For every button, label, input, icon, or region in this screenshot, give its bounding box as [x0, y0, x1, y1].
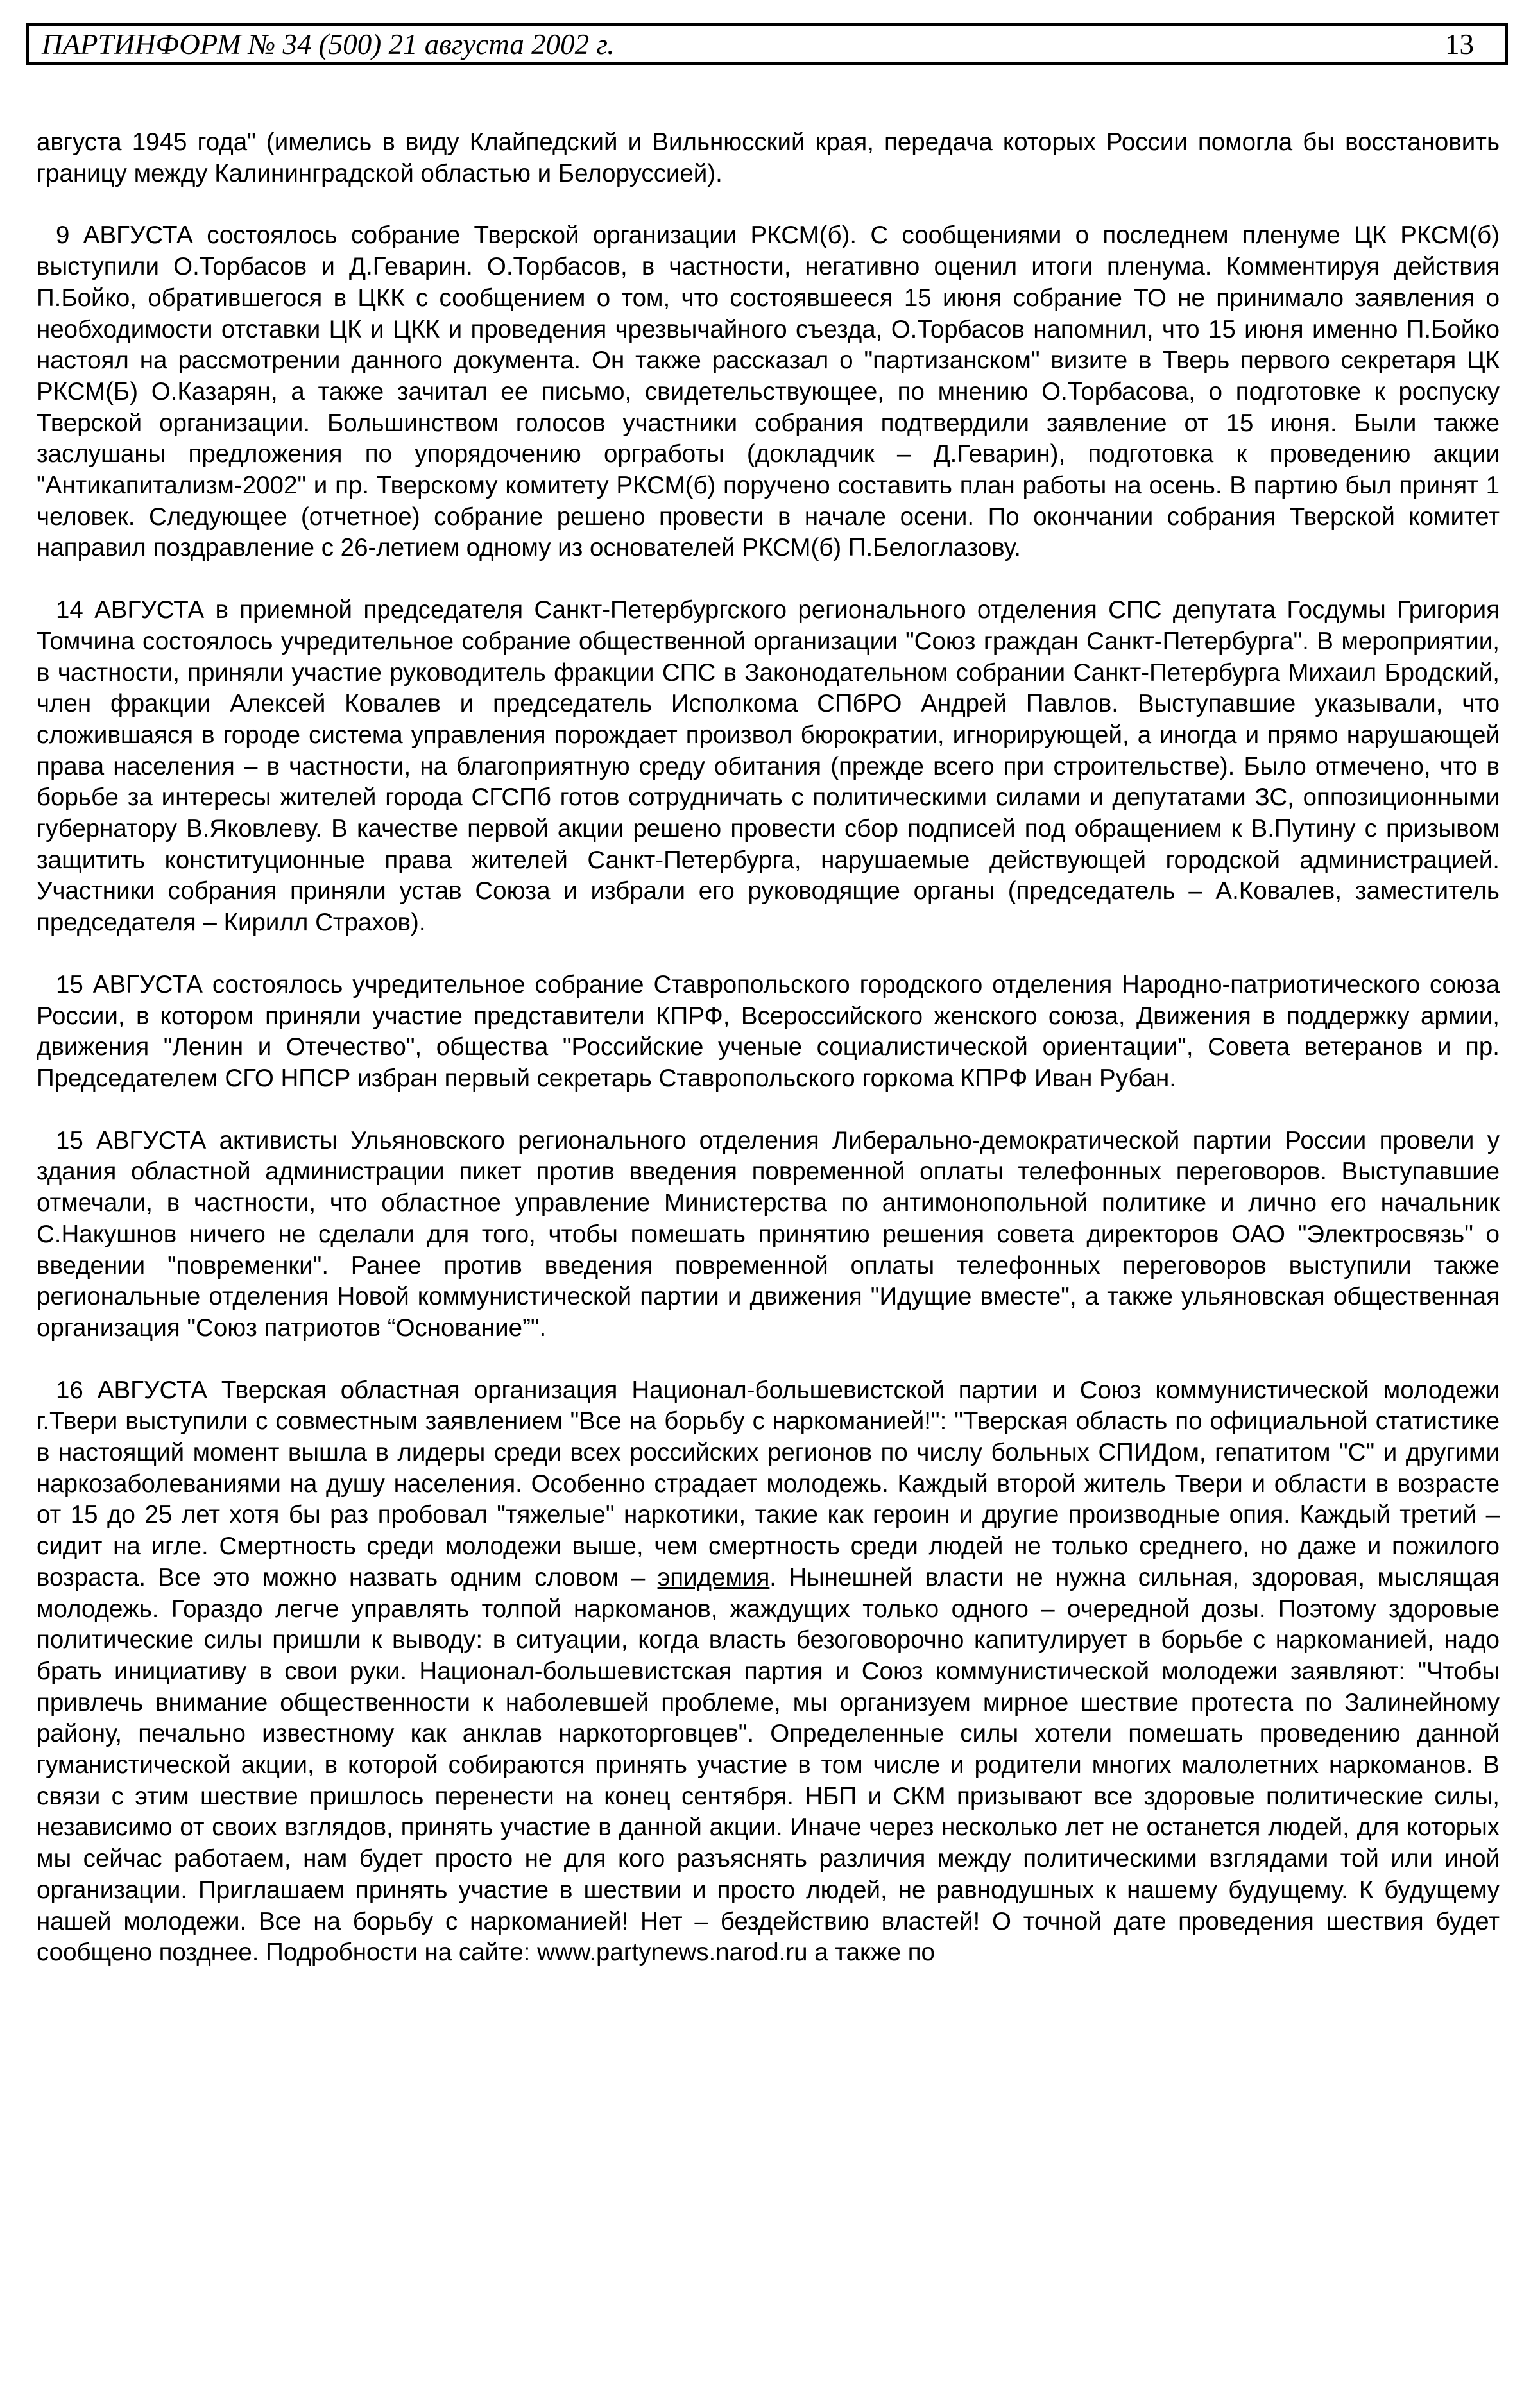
article-paragraph-continuation: августа 1945 года" (имелись в виду Клайпедский и Вильнюсский края, передача которых России помогла бы восстановить границу между Калининградской областью и Белоруссией).: [37, 128, 1500, 187]
article-column: [37, 127, 1500, 2000]
publication-title: ПАРТИНФОРМ № 34 (500) 21 августа 2002 г.: [42, 28, 615, 60]
page-header: [26, 23, 1508, 65]
article-text-part: 16 АВГУСТА Тверская областная организация Национал-большевистской партии и Союз коммунистической молодежи г.Твери выступили с совместным заявлением "Все на борьбу с наркоманией!": "Тверская область по официальной статистике в настоящий момент вышла в лидеры среди всех российских регионов по числу больных СПИДом, гепатитом "С" и другими наркозаболеваниями на душу населения. Особенно страдает молодежь. Каждый второй житель Твери и области в возрасте от 15 до 25 лет хотя бы раз пробовал "тяжелые" наркотики, такие как героин и другие производные опия. Каждый третий – сидит на игле. Смертность среди молодежи выше, чем смертность среди людей не только среднего, но даже и пожилого возраста. Все это можно назвать одним словом –: [37, 1376, 1500, 1591]
article-paragraph-aug14-spb: 14 АВГУСТА в приемной председателя Санкт-Петербургского регионального отделения СПС депутата Госдумы Григория Томчина состоялось учредительное собрание общественной организации "Союз граждан Санкт-Петербурга". В мероприятии, в частности, приняли участие руководитель фракции СПС в Законодательном собрании Санкт-Петербурга Михаил Бродский, член фракции Алексей Ковалев и председатель Исполкома СПбРО Андрей Павлов. Выступавшие указывали, что сложившаяся в городе система управления порождает произвол бюрократии, игнорирующей, а иногда и прямо нарушающей права населения – в частности, на благоприятную среду обитания (прежде всего при строительстве). Было отмечено, что в борьбе за интересы жителей города СГСПб готов сотрудничать с политическими силами и депутатами ЗС, оппозиционными губернатору В.Яковлеву. В качестве первой акции решено провести сбор подписей под обращением к В.Путину с призывом защитить конституционные права жителей Санкт-Петербурга, нарушаемые действующей городской администрацией. Участники собрания приняли устав Союза и избрали его руководящие органы (председатель – А.Ковалев, заместитель председателя – Кирилл Страхов).: [37, 596, 1500, 937]
underlined-word: эпидемия: [657, 1563, 770, 1591]
article-paragraph-aug16-tver-nbp: [37, 1375, 1500, 1969]
article-paragraph-aug9-tver-rksm: 9 АВГУСТА состоялось собрание Тверской организации РКСМ(б). С сообщениями о последнем пленуме ЦК РКСМ(б) выступили О.Торбасов и Д.Геварин. О.Торбасов, в частности, негативно оценил итоги пленума. Комментируя действия П.Бойко, обратившегося в ЦКК с сообщением о том, что состоявшееся 15 июня собрание ТО не принимало заявления о необходимости отставки ЦК и ЦКК и проведения чрезвычайного съезда, О.Торбасов напомнил, что 15 июня именно П.Бойко настоял на рассмотрении данного документа. Он также рассказал о "партизанском" визите в Тверь первого секретаря ЦК РКСМ(Б) О.Казарян, а также зачитал ее письмо, свидетельствующее, по мнению О.Торбасова, о подготовке к роспуску Тверской организации. Большинством голосов участники собрания подтвердили заявление от 15 июня. Были также заслушаны предложения по упорядочению оргработы (докладчик – Д.Геварин), подготовка к проведению акции "Антикапитализм-2002" и пр. Тверскому комитету РКСМ(б) поручено составить план работы на осень. В партию был принят 1 человек. Следующее (отчетное) собрание решено провести в начале осени. По окончании собрания Тверской комитет направил поздравление с 26-летием одному из основателей РКСМ(б) П.Белоглазову.: [37, 221, 1500, 562]
article-paragraph-aug15-ulyanovsk: 15 АВГУСТА активисты Ульяновского регионального отделения Либерально-демократической партии России провели у здания областной администрации пикет против введения повременной оплаты телефонных переговоров. Выступавшие отмечали, в частности, что областное управление Министерства по антимонопольной политике и лично его начальник С.Накушнов ничего не сделали для того, чтобы помешать принятию решения совета директоров ОАО "Электросвязь" о введении "повременки". Ранее против введения повременной оплаты телефонных переговоров выступили также региональные отделения Новой коммунистической партии и движения "Идущие вместе", а также ульяновская общественная организация "Союз патриотов “Основание”".: [37, 1126, 1500, 1342]
page-number: 13: [1445, 28, 1474, 60]
article-text-part: . Нынешней власти не нужна сильная, здоровая, мыслящая молодежь. Гораздо легче управлять толпой наркоманов, жаждущих только одного – очередной дозы. Поэтому здоровые политические силы пришли к выводу: в ситуации, когда власть безоговорочно капитулирует в борьбе с наркоманией, надо брать инициативу в свои руки. Национал-большевистская партия и Союз коммунистической молодежи заявляют: "Чтобы привлечь внимание общественности к наболевшей проблеме, мы организуем мирное шествие протеста по Залинейному району, печально известному как анклав наркоторговцев". Определенные силы хотели помешать проведению данной гуманистической акции, в которой собираются принять участие в том числе и родители многих малолетних наркоманов. В связи с этим шествие пришлось перенести на конец сентября. НБП и СКМ призывают все здоровые политические силы, независимо от своих взглядов, принять участие в данной акции. Иначе через несколько лет не останется людей, для которых мы сейчас работаем, нам будет просто не для кого разъяснять различия между политическими взглядами той или иной организации. Приглашаем принять участие в шествии и просто людей, не равнодушных к нашему будущему. К будущему нашей молодежи. Все на борьбу с наркоманией! Нет – бездействию властей! О точной дате проведения шествия будет сообщено позднее. Подробности на сайте: www.partynews.narod.ru а также по: [37, 1563, 1500, 1967]
article-paragraph-aug15-stavropol: 15 АВГУСТА состоялось учредительное собрание Ставропольского городского отделения Народно-патриотического союза России, в котором приняли участие представители КПРФ, Всероссийского женского союза, Движения в поддержку армии, движения "Ленин и Отечество", общества "Российские ученые социалистической ориентации", Совета ветеранов и пр. Председателем СГО НПСР избран первый секретарь Ставропольского горкома КПРФ Иван Рубан.: [37, 970, 1500, 1092]
